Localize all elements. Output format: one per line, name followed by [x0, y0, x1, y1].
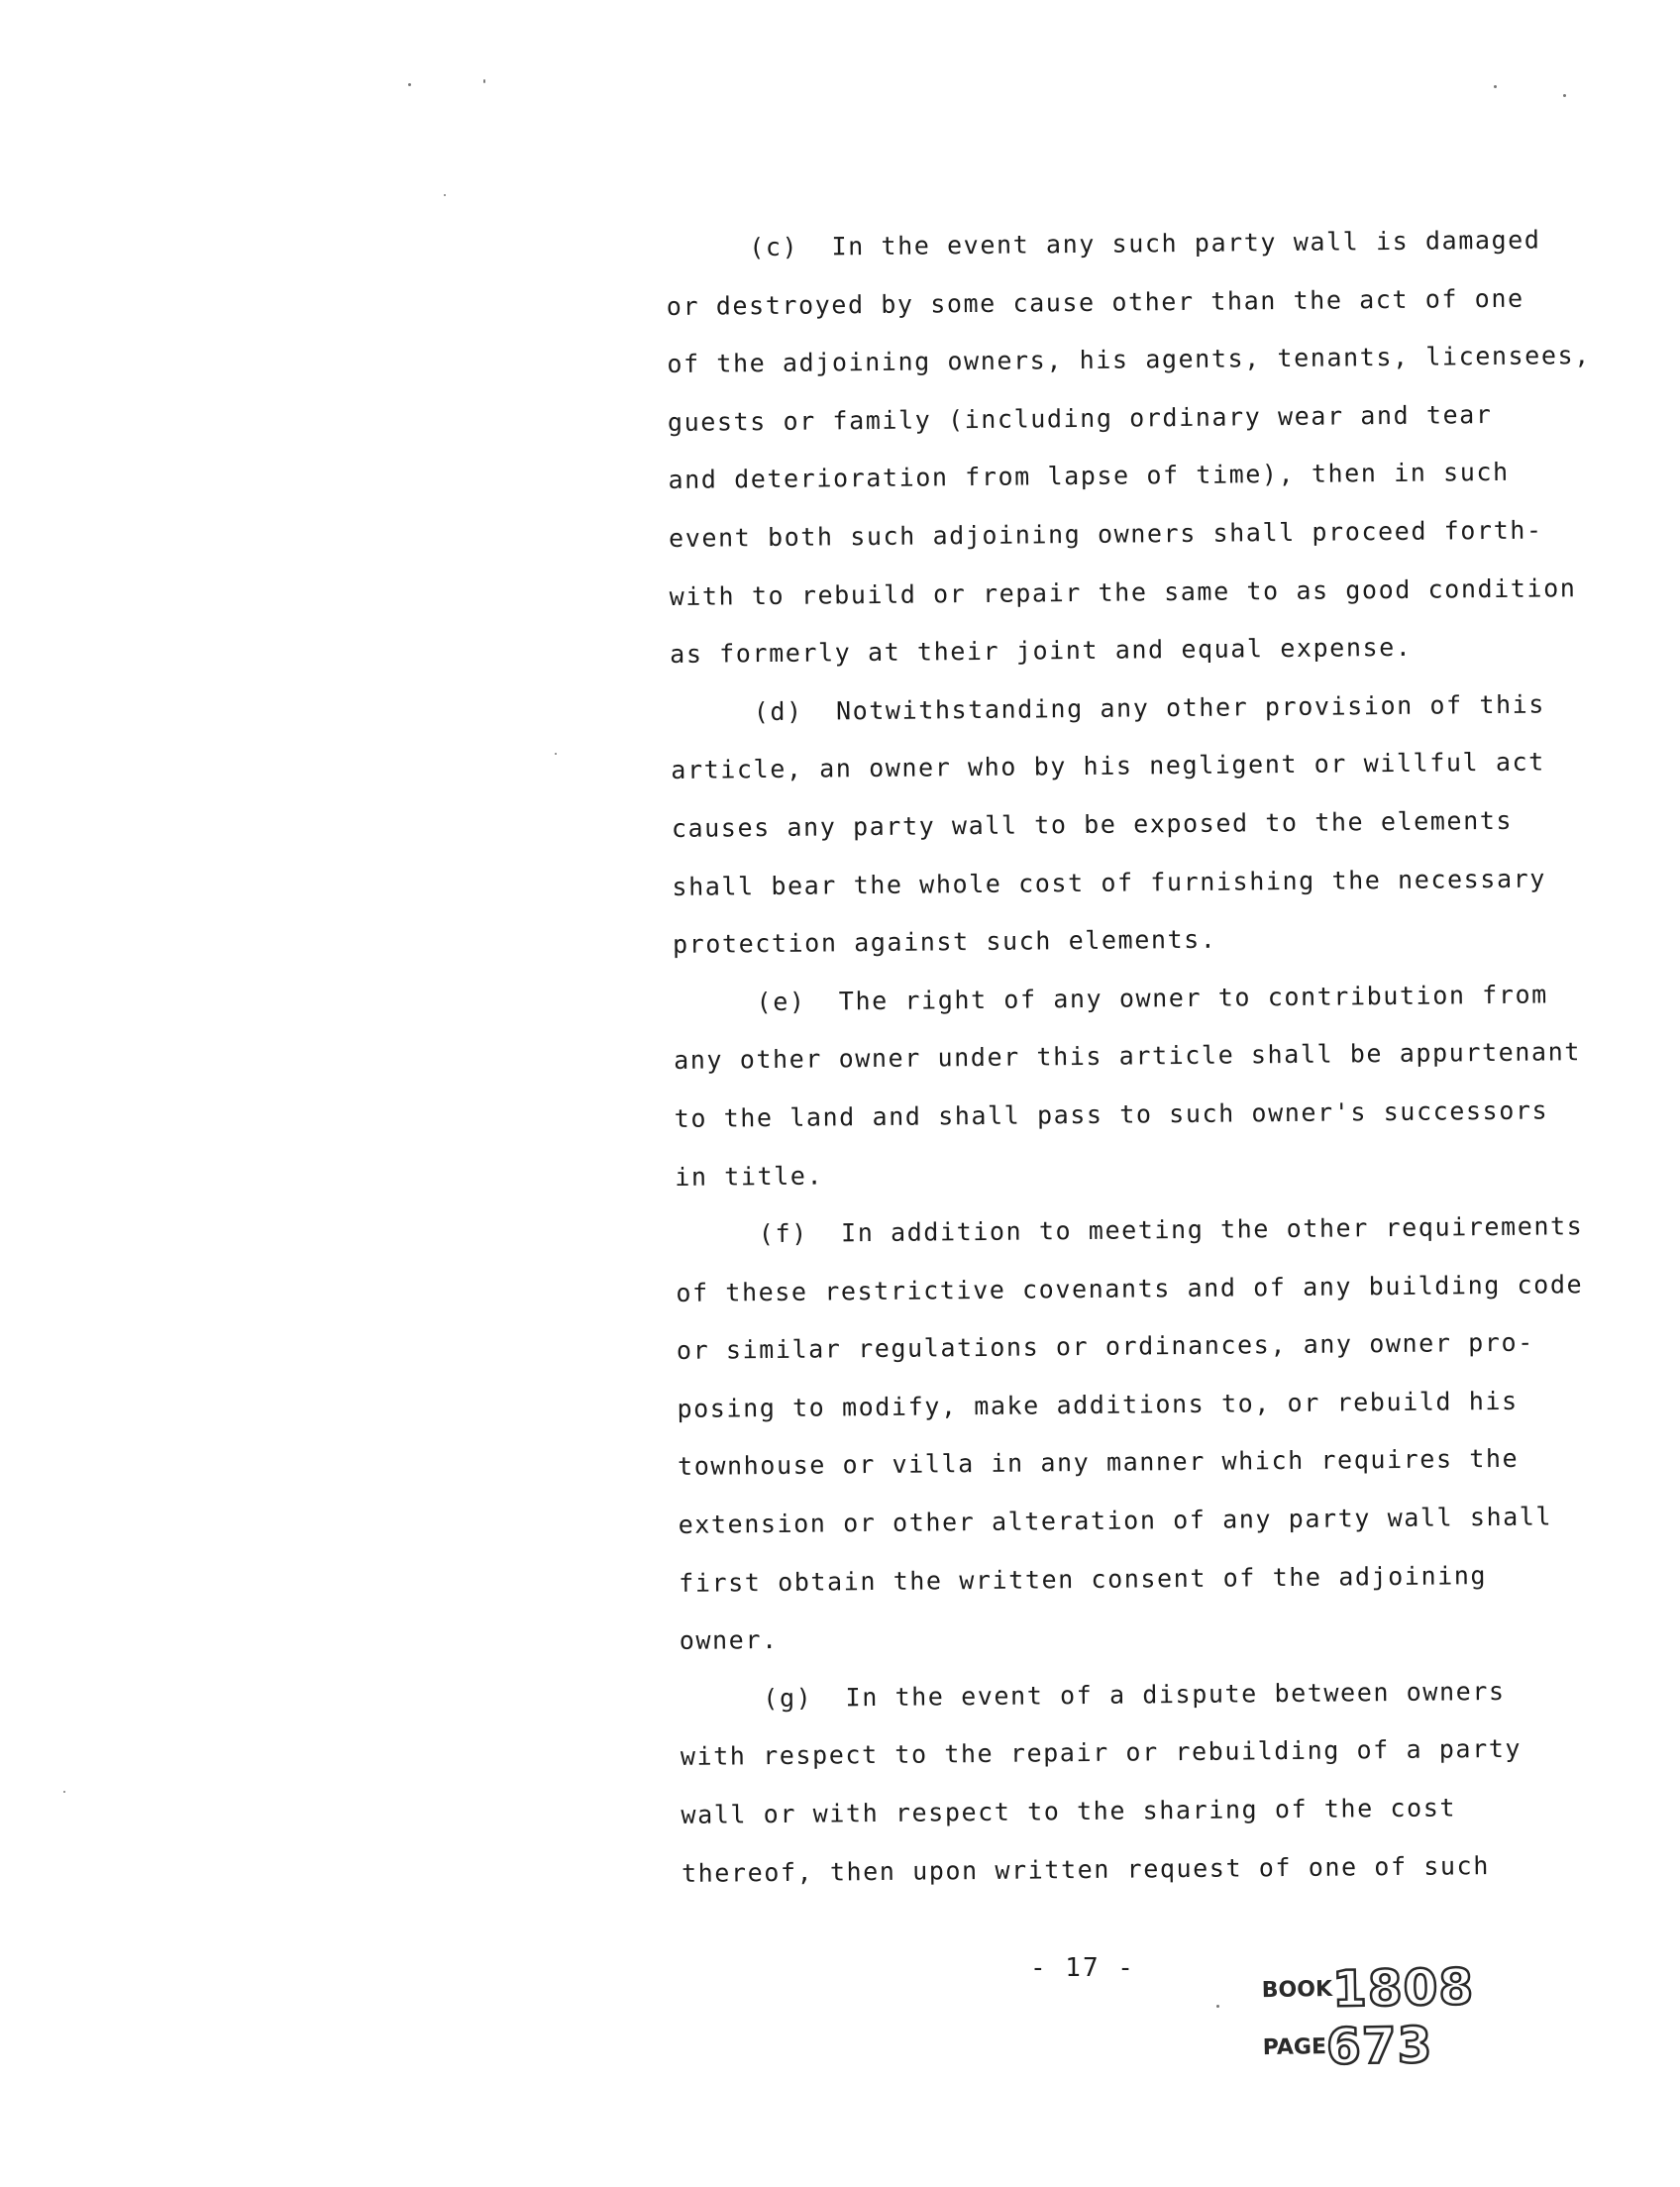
paragraph-e-line-4: in title. [675, 1161, 824, 1192]
page-number: - 17 - [1030, 1953, 1135, 1983]
paragraph-f-line-7: first obtain the written consent of the adjoining [679, 1560, 1488, 1598]
paragraph-f-line-6: extension or other alteration of any party wall shall [678, 1502, 1553, 1540]
paragraph-f-line-3: or similar regulations or ordinances, any owner pro- [676, 1327, 1534, 1366]
paragraph-c-line-1: (c) In the event any such party wall is damaged [749, 225, 1541, 262]
scan-speck [1494, 85, 1497, 88]
stamp-book-number: 1808 [1331, 1957, 1475, 2019]
recording-stamp [1239, 1939, 1476, 2096]
stamp-book-label: BOOK [1261, 1976, 1333, 2004]
paragraph-c-line-7: with to rebuild or repair the same to as good condition [669, 573, 1577, 611]
paragraph-d-line-3: causes any party wall to be exposed to the elements [671, 805, 1514, 843]
paragraph-c-line-3: of the adjoining owners, his agents, tenants, licensees, [667, 341, 1591, 379]
stamp-page-label: PAGE [1262, 2034, 1327, 2061]
scan-speck [444, 194, 446, 196]
paragraph-d-line-1: (d) Notwithstanding any other provision of this [753, 689, 1546, 726]
scan-speck [1216, 2005, 1219, 2008]
paragraph-f-line-5: townhouse or villa in any manner which requires the [677, 1444, 1520, 1482]
paragraph-e-line-1: (e) The right of any owner to contribution from [756, 980, 1548, 1016]
paragraph-g-line-3: wall or with respect to the sharing of the cost [681, 1793, 1457, 1829]
paragraph-d-line-5: protection against such elements. [672, 924, 1217, 960]
body-text [666, 212, 1591, 1904]
paragraph-f-line-2: of these restrictive covenants and of any building code [676, 1269, 1584, 1307]
paragraph-g-line-1: (g) In the event of a dispute between owners [763, 1676, 1506, 1713]
paragraph-g-line-4: thereof, then upon written request of one of such [681, 1850, 1491, 1888]
paragraph-c-line-5: and deterioration from lapse of time), then in such [668, 458, 1510, 495]
paragraph-c-line-6: event both such adjoining owners shall proceed forth- [668, 515, 1543, 553]
paragraph-d-line-4: shall bear the whole cost of furnishing the necessary [672, 864, 1547, 901]
paragraph-e-line-2: any other owner under this article shall be appurtenant [674, 1037, 1582, 1076]
paragraph-c-line-8: as formerly at their joint and equal expense. [670, 632, 1413, 670]
scan-speck [63, 1791, 65, 1793]
scan-speck [555, 753, 557, 755]
paragraph-g-line-2: with respect to the repair or rebuilding of a party [680, 1734, 1522, 1772]
paragraph-c-line-2: or destroyed by some cause other than the act of one [666, 283, 1524, 321]
paragraph-e-line-3: to the land and shall pass to such owner's successors [674, 1095, 1549, 1133]
paragraph-f-line-8: owner. [679, 1625, 779, 1656]
paragraph-f-line-4: posing to modify, make additions to, or rebuild his [677, 1386, 1519, 1423]
scan-speck [1563, 94, 1566, 97]
paragraph-f-line-1: (f) In addition to meeting the other requirements [758, 1211, 1584, 1249]
paragraph-d-line-2: article, an owner who by his negligent or willful act [671, 747, 1545, 785]
scan-speck [408, 83, 411, 86]
stamp-page-number: 673 [1325, 2016, 1433, 2076]
scan-speck [483, 79, 485, 83]
paragraph-c-line-4: guests or family (including ordinary wear and tear [667, 399, 1493, 437]
